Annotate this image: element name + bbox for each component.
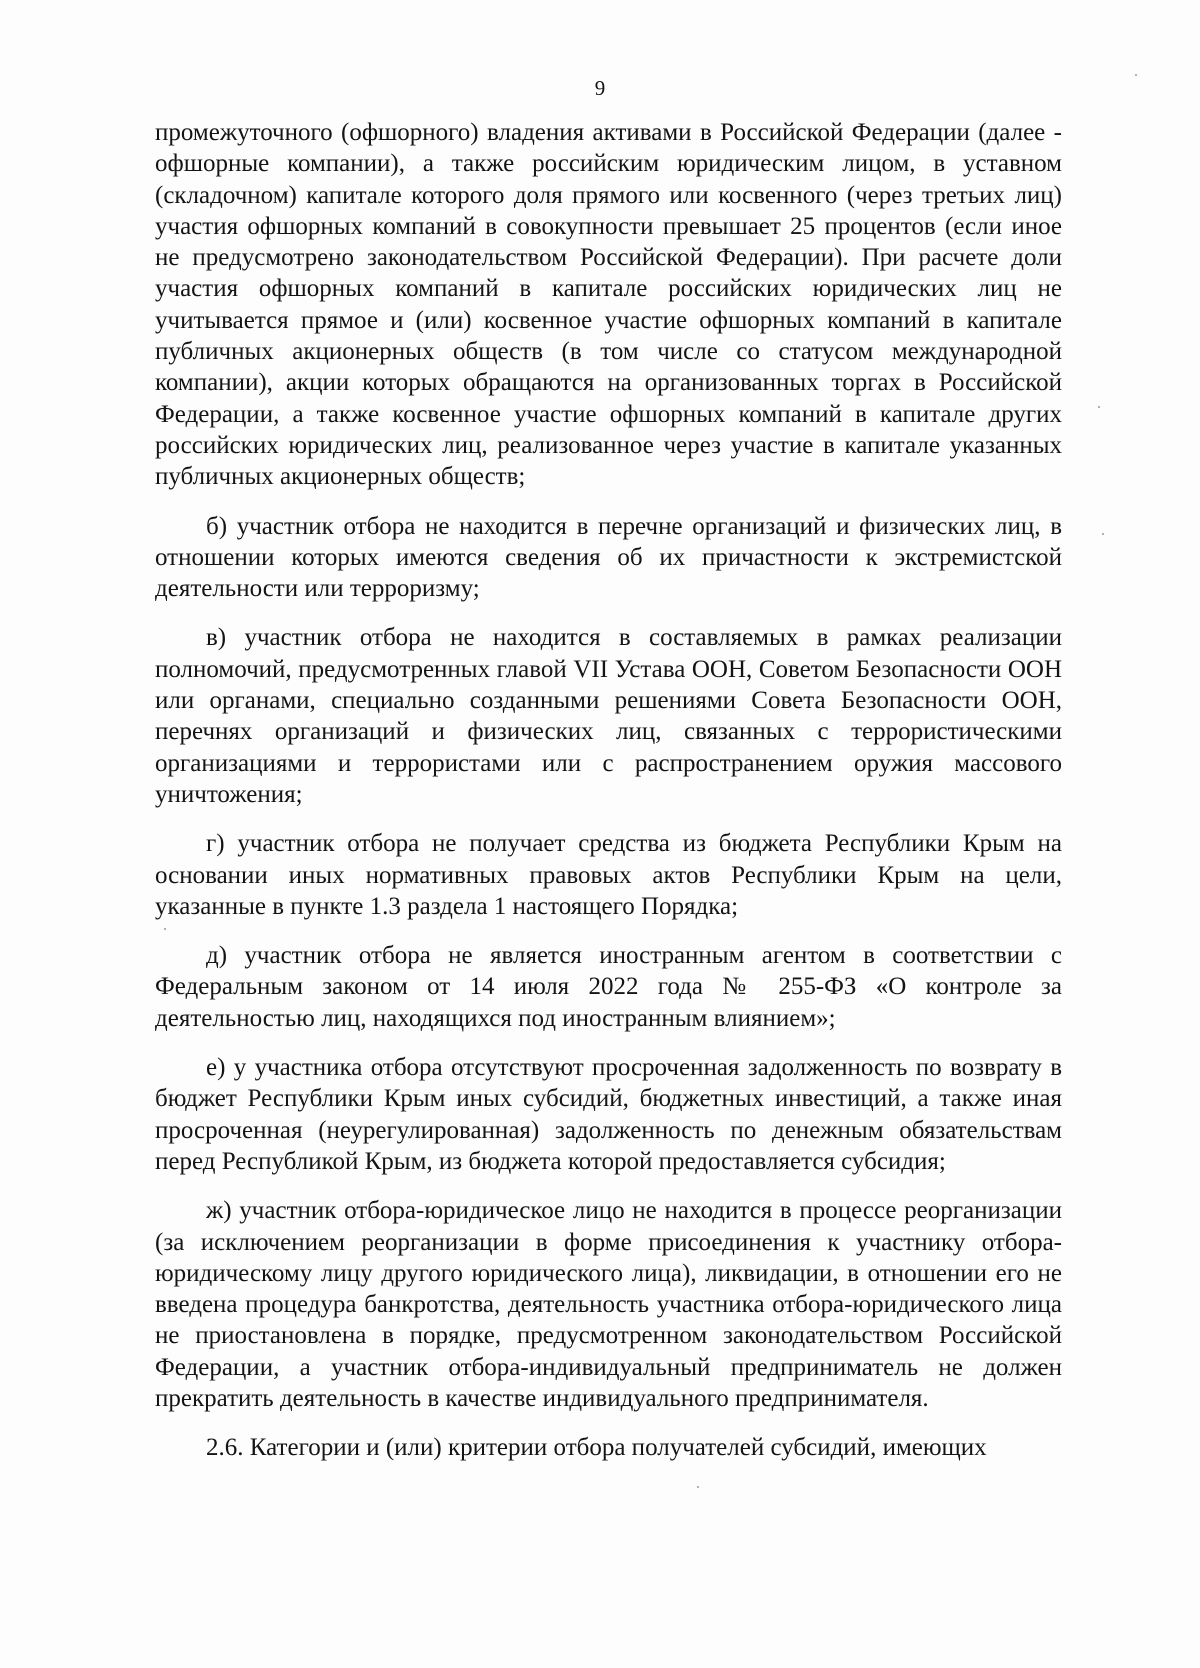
scan-speck — [1135, 74, 1137, 76]
paragraph-item-e: е) у участника отбора отсутствуют просроченная задолженность по возврату в бюджет Республики Крым иных субсидий, бюджетных инвестиций, а также иная просроченная (неурегулированная) задолженность по денежным обязательствам перед Республикой Крым, из бюджета которой предоставляется субсидия; — [155, 1054, 1062, 1175]
scan-speck — [697, 1486, 699, 1488]
paragraph-item-zh: ж) участник отбора-юридическое лицо не находится в процессе реорганизации (за исключением реорганизации в форме присоединения к участнику отбора-юридическому лицу другого юридического лица), ликвидации, в отношении его не введена процедура банкротства, деятельность участника отбора-юридического лица не приостановлена в порядке, предусмотренном законодательством Российской Федерации, а участник отбора-индивидуальный предприниматель не должен прекратить деятельность в качестве индивидуального предпринимателя. — [155, 1197, 1062, 1412]
paragraph-offshore-continuation: промежуточного (офшорного) владения активами в Российской Федерации (далее - офшорные компании), а также российским юридическим лицом, в уставном (складочном) капитале которого доля прямого или косвенного (через третьих лиц) участия офшорных компаний в совокупности превышает 25 процентов (если иное не предусмотрено законодательством Российской Федерации). При расчете доли участия офшорных компаний в капитале российских юридических лиц не учитывается прямое и (или) косвенное участие офшорных компаний в капитале публичных акционерных обществ (в том числе со статусом международной компании), акции которых обращаются на организованных торгах в Российской Федерации, а также косвенное участие офшорных компаний в капитале других российских юридических лиц, реализованное через участие в капитале указанных публичных акционерных обществ; — [155, 119, 1062, 491]
scan-speck — [1098, 406, 1100, 408]
paragraph-section-2-6: 2.6. Категории и (или) критерии отбора получателей субсидий, имеющих — [206, 1434, 987, 1462]
paragraph-item-b: б) участник отбора не находится в перечне организаций и физических лиц, в отношении которых имеются сведения об их причастности к экстремистской деятельности или терроризму; — [155, 512, 1062, 603]
document-body — [155, 117, 1062, 1464]
paragraph-item-g: г) участник отбора не получает средства из бюджета Республики Крым на основании иных нормативных правовых актов Республики Крым на цели, указанные в пункте 1.3 раздела 1 настоящего Порядка; — [155, 830, 1062, 920]
paragraph-item-v: в) участник отбора не находится в составляемых в рамках реализации полномочий, предусмотренных главой VII Устава ООН, Советом Безопасности ООН или органами, специально созданными решениями Совета Безопасности ООН, перечнях организаций и физических лиц, связанных с террористическими организациями и террористами или с распространением оружия массового уничтожения; — [155, 624, 1062, 808]
page-number: 9 — [594, 76, 606, 100]
paragraph-item-d: д) участник отбора не является иностранным агентом в соответствии с Федеральным законом от 14 июля 2022 года № 255-ФЗ «О контроле за деятельностью лиц, находящихся под иностранным влиянием»; — [155, 942, 1062, 1032]
scan-speck — [1102, 533, 1104, 535]
scan-speck — [164, 928, 166, 930]
